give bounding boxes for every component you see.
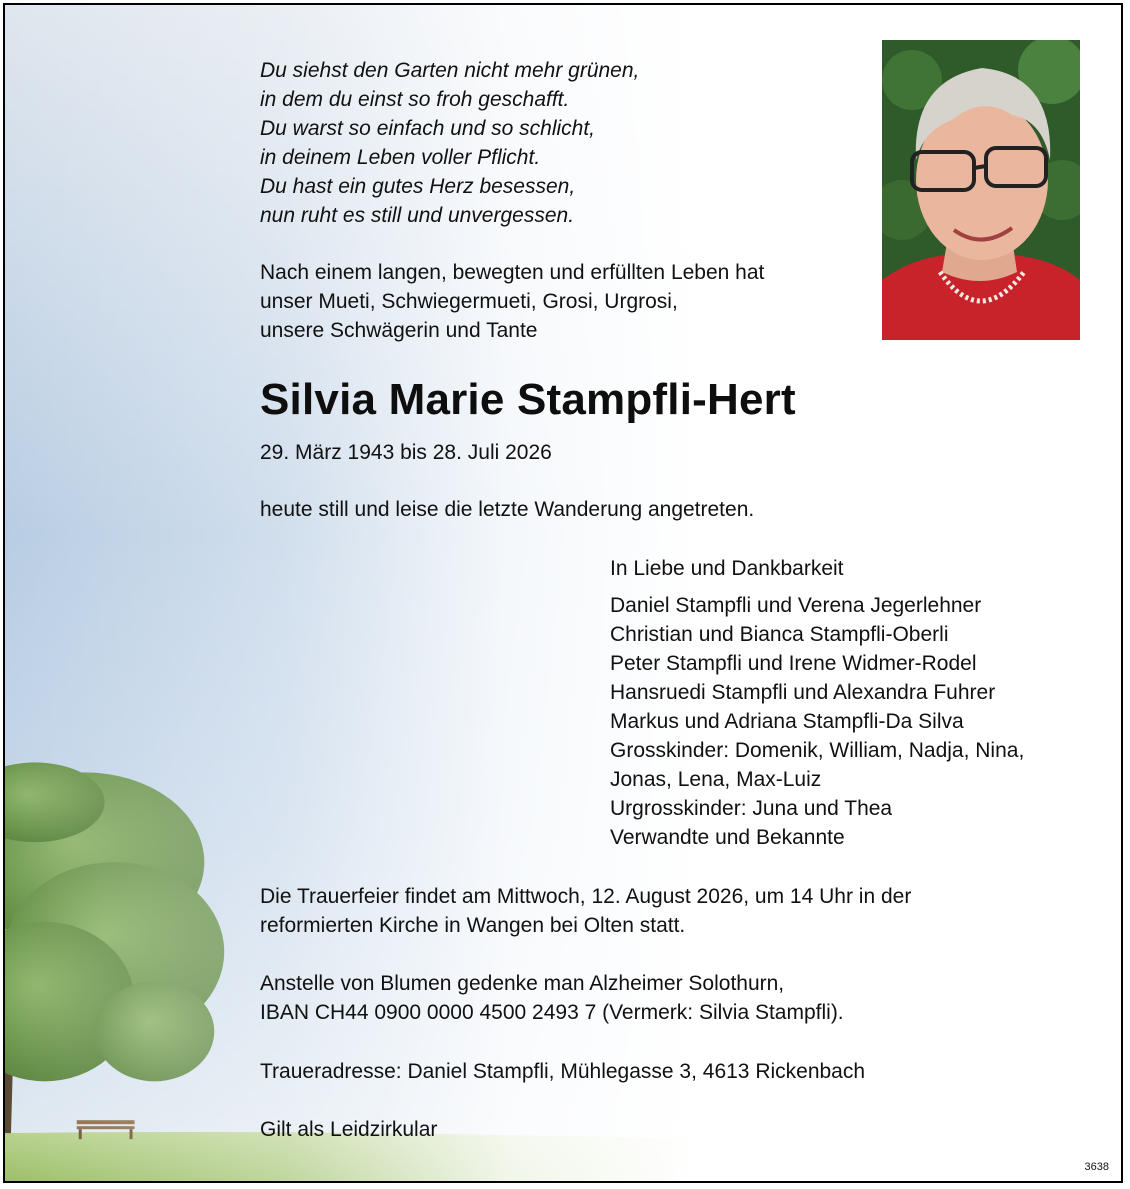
- donation-line: Anstelle von Blumen gedenke man Alzheimer Solothurn,: [260, 972, 785, 995]
- intro-line: unsere Schwägerin und Tante: [260, 319, 538, 342]
- poem-line: in dem du einst so froh geschafft.: [260, 88, 570, 111]
- reference-number: 3638: [1084, 1161, 1109, 1173]
- poem-line: Du hast ein gutes Herz besessen,: [260, 175, 576, 198]
- poem: [260, 56, 639, 230]
- mourning-address: Traueradresse: Daniel Stampfli, Mühlegasse 3, 4613 Rickenbach: [260, 1060, 866, 1083]
- mourner-line: Christian und Bianca Stampfli-Oberli: [610, 623, 949, 646]
- deceased-name: Silvia Marie Stampfli-Hert: [260, 375, 796, 424]
- signoff: In Liebe und Dankbarkeit: [610, 557, 844, 580]
- intro-text: [260, 258, 764, 345]
- mourner-line: Hansruedi Stampfli und Alexandra Fuhrer: [610, 681, 996, 704]
- mourner-line: Grosskinder: Domenik, William, Nadja, Nina,: [610, 739, 1025, 762]
- funeral-info: [260, 882, 911, 940]
- poem-line: Du siehst den Garten nicht mehr grünen,: [260, 59, 640, 82]
- circular-note: Gilt als Leidzirkular: [260, 1118, 438, 1141]
- funeral-line: Die Trauerfeier findet am Mittwoch, 12. August 2026, um 14 Uhr in der: [260, 885, 912, 908]
- portrait-photo: [882, 40, 1080, 340]
- intro-line: Nach einem langen, bewegten und erfüllten Leben hat: [260, 261, 765, 284]
- poem-line: nun ruht es still und unvergessen.: [260, 204, 575, 227]
- poem-line: Du warst so einfach und so schlicht,: [260, 117, 595, 140]
- funeral-line: reformierten Kirche in Wangen bei Olten statt.: [260, 914, 686, 937]
- mourners-list: [610, 591, 1024, 852]
- mourner-line: Jonas, Lena, Max-Luiz: [610, 768, 822, 791]
- donation-line: IBAN CH44 0900 0000 4500 2493 7 (Vermerk: Silvia Stampfli).: [260, 1001, 844, 1024]
- intro-line: unser Mueti, Schwiegermueti, Grosi, Urgrosi,: [260, 290, 678, 313]
- mourner-line: Markus und Adriana Stampfli-Da Silva: [610, 710, 964, 733]
- obituary-notice: [3, 3, 1123, 1183]
- mourner-line: Urgrosskinder: Juna und Thea: [610, 797, 893, 820]
- poem-line: in deinem Leben voller Pflicht.: [260, 146, 541, 169]
- mourner-line: Peter Stampfli und Irene Widmer-Rodel: [610, 652, 977, 675]
- donation-info: [260, 969, 844, 1027]
- life-dates: 29. März 1943 bis 28. Juli 2026: [260, 441, 552, 464]
- mourner-line: Daniel Stampfli und Verena Jegerlehner: [610, 594, 982, 617]
- departure-text: heute still und leise die letzte Wanderung angetreten.: [260, 498, 755, 521]
- mourner-line: Verwandte und Bekannte: [610, 826, 845, 849]
